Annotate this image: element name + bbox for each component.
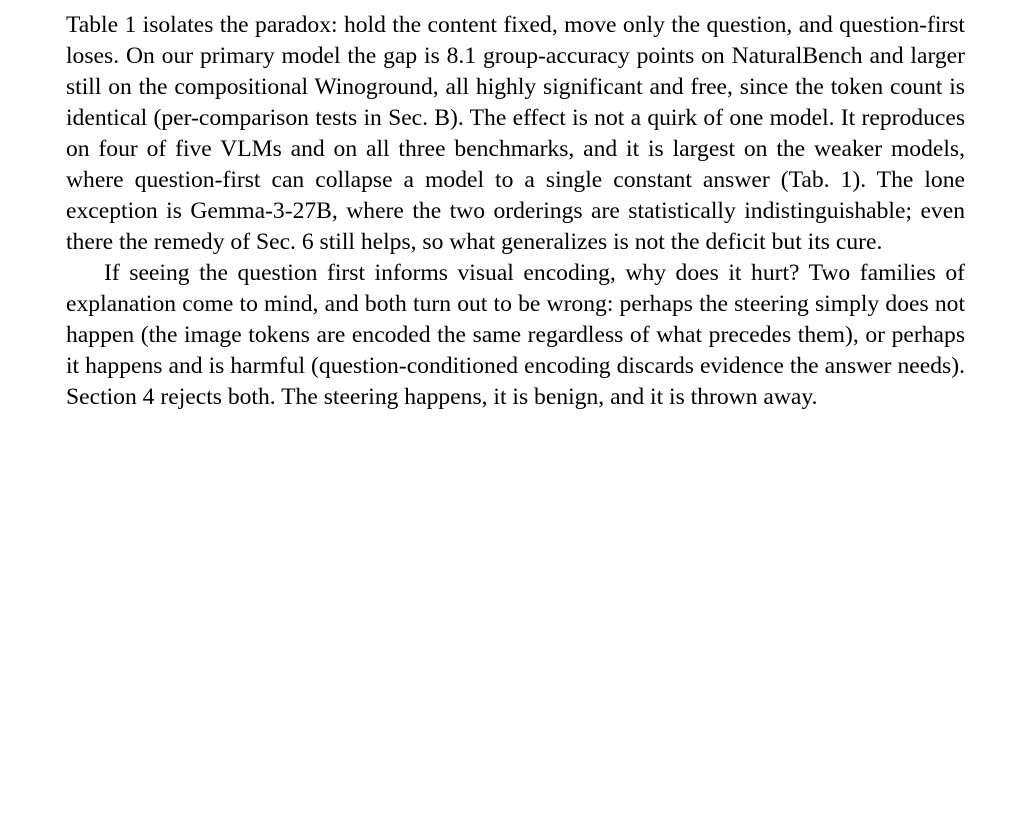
document-body	[66, 10, 965, 413]
paragraph-results: Table 1 isolates the paradox: hold the content fixed, move only the question, and question-first loses. On our primary model the gap is 8.1 group-accuracy points on NaturalBench and larger still on the compositional Winoground, all highly significant and free, since the token count is identical (per-comparison tests in Sec. B). The effect is not a quirk of one model. It reproduces on four of five VLMs and on all three benchmarks, and it is largest on the weaker models, where question-first can collapse a model to a single constant answer (Tab. 1). The lone exception is Gemma-3-27B, where the two orderings are statistically indistinguishable; even there the remedy of Sec. 6 still helps, so what generalizes is not the deficit but its cure.	[66, 12, 965, 255]
paragraph-explanation: If seeing the question first informs visual encoding, why does it hurt? Two families of explanation come to mind, and both turn out to be wrong: perhaps the steering simply does not happen (the image tokens are encoded the same regardless of what precedes them), or perhaps it happens and is harmful (question-conditioned encoding discards evidence the answer needs). Section 4 rejects both. The steering happens, it is benign, and it is thrown away.	[66, 260, 965, 410]
